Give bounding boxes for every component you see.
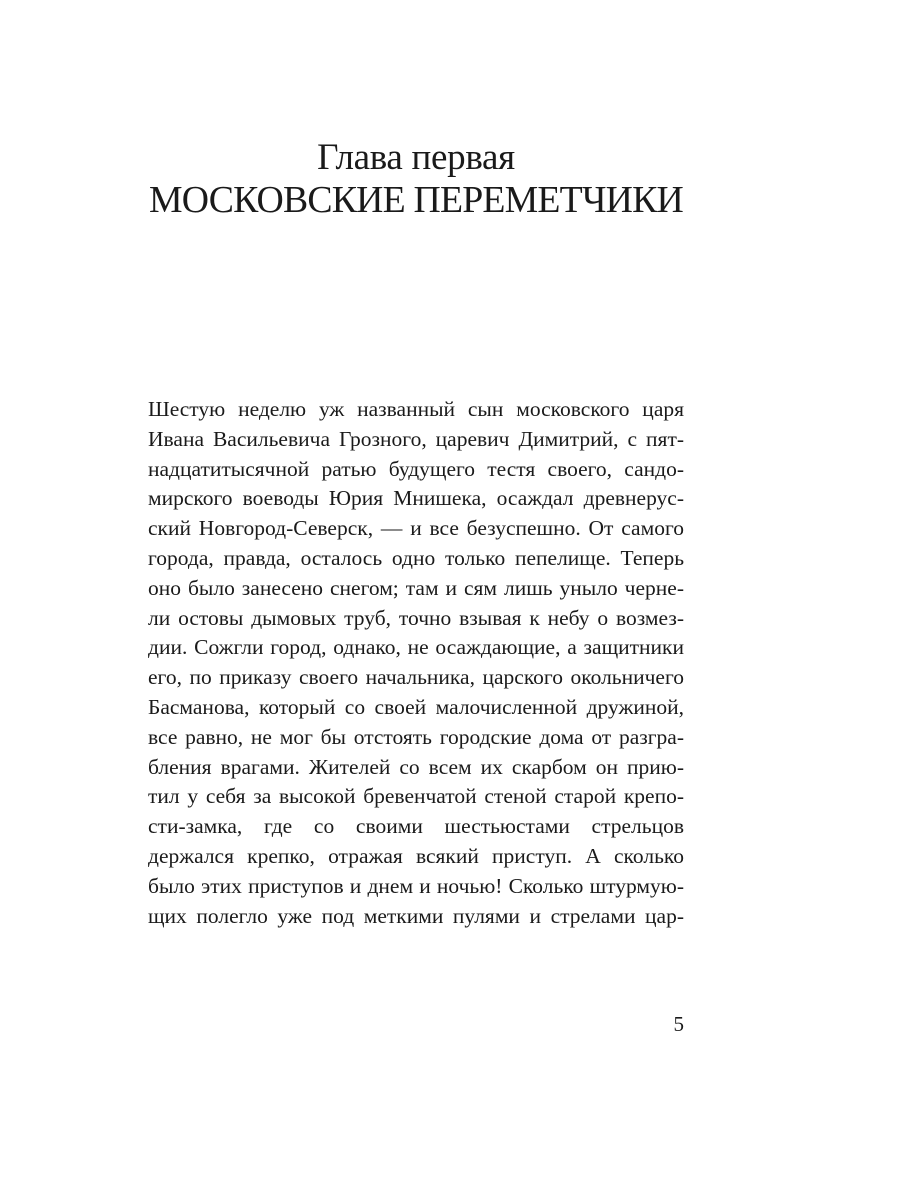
text-line: Ивана Васильевича Грозного, царевич Димитрий, с пят- [148, 426, 684, 451]
text-line: надцатитысячной ратью будущего тестя своего, сандо- [148, 456, 684, 481]
text-line: оно было занесено снегом; там и сям лишь уныло черне- [148, 575, 684, 600]
chapter-title: МОСКОВСКИЕ ПЕРЕМЕТЧИКИ [149, 179, 683, 221]
text-line: дии. Сожгли город, однако, не осаждающие, а защитники [148, 635, 684, 660]
text-line: держался крепко, отражая всякий приступ. А сколько [148, 843, 684, 868]
text-line: Басманова, который со своей малочисленной дружиной, [148, 694, 684, 719]
text-line: тил у себя за высокой бревенчатой стеной старой крепо- [148, 784, 684, 809]
text-line: его, по приказу своего начальника, царского окольничего [148, 665, 684, 690]
text-line: было этих приступов и днем и ночью! Сколько штурмую- [148, 873, 684, 898]
body-text [148, 395, 684, 931]
text-line: щих полегло уже под меткими пулями и стрелами цар- [148, 903, 684, 928]
text-line: сти-замка, где со своими шестьюстами стрельцов [148, 814, 684, 839]
text-line: ли остовы дымовых труб, точно взывая к небу о возмез- [148, 605, 684, 630]
text-line: города, правда, осталось одно только пепелище. Теперь [148, 545, 684, 570]
text-line: ский Новгород-Северск, — и все безуспешно. От самого [148, 516, 684, 541]
text-line: Шестую неделю уж названный сын московского царя [148, 397, 684, 421]
text-line: мирского воеводы Юрия Мнишека, осаждал древнерус- [148, 486, 684, 511]
chapter-heading [148, 138, 684, 220]
text-line: все равно, не мог бы отстоять городские дома от разгра- [148, 724, 684, 749]
chapter-number: Глава первая [317, 137, 515, 178]
text-line: бления врагами. Жителей со всем их скарбом он прию- [148, 754, 684, 779]
page-number: 5 [673, 1012, 684, 1036]
